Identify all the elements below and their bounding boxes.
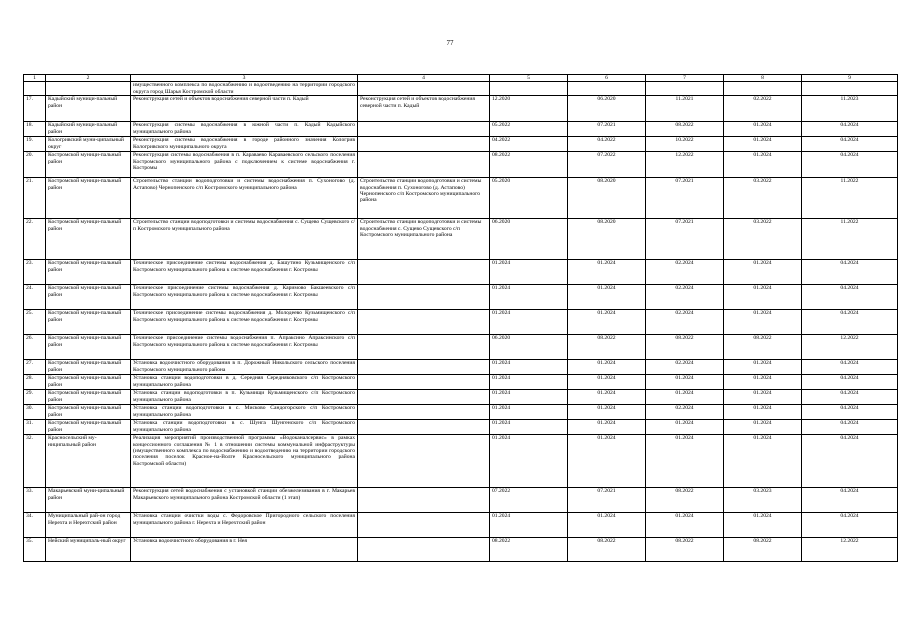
- end-design-cell: 01.2024: [568, 375, 646, 390]
- end-work-cell: 03.2023: [724, 488, 802, 513]
- end-work-cell: 01.2024: [724, 513, 802, 538]
- table-row: [24, 178, 898, 219]
- district-cell: Костромской муници-пальный район: [46, 375, 131, 390]
- commission-cell: 11.2022: [802, 178, 898, 219]
- object-cell: [358, 122, 490, 137]
- district-cell: Костромской муници-пальный район: [46, 219, 131, 260]
- end-design-cell: 07.2021: [568, 488, 646, 513]
- event-cell: Установка станции водоподготовки в с. Мисково Сандогорского с/п Костромского муниципального района: [131, 405, 358, 420]
- column-header-1: 1: [24, 75, 46, 82]
- start-design-cell: 01.2024: [490, 260, 568, 285]
- table-row: [24, 285, 898, 310]
- row-number: 35.: [24, 538, 46, 562]
- table-row: [24, 538, 898, 562]
- end-design-cell: 01.2024: [568, 420, 646, 435]
- event-cell: Техническое присоединение системы водоснабжения д. Башутино Кузьмищенского с/п Костромского муниципального района к системе водоснабжения г. Костромы: [131, 260, 358, 285]
- start-work-cell: 07.2021: [646, 178, 724, 219]
- event-cell: Реконструкция сетей и объектов водоснабжения северной части п. Кадый: [131, 96, 358, 122]
- commission-cell: 04.2024: [802, 122, 898, 137]
- table-row: [24, 219, 898, 260]
- end-design-cell: 08.2020: [568, 178, 646, 219]
- district-cell: Костромской муници-пальный район: [46, 152, 131, 178]
- table-row: [24, 420, 898, 435]
- start-design-cell: [490, 82, 568, 96]
- event-cell: Установка станции водоподготовки в д. Середняя Середняковского с/п Костромского муниципального района: [131, 375, 358, 390]
- object-cell: [358, 360, 490, 375]
- start-work-cell: 02.2024: [646, 285, 724, 310]
- start-work-cell: 12.2022: [646, 152, 724, 178]
- start-work-cell: 07.2021: [646, 219, 724, 260]
- object-cell: [358, 310, 490, 335]
- start-design-cell: 01.2024: [490, 360, 568, 375]
- end-design-cell: 04.2022: [568, 137, 646, 152]
- district-cell: Костромской муници-пальный район: [46, 178, 131, 219]
- start-work-cell: 08.2022: [646, 488, 724, 513]
- object-cell: [358, 285, 490, 310]
- row-number: 18.: [24, 122, 46, 137]
- table-row: [24, 260, 898, 285]
- object-cell: [358, 513, 490, 538]
- table-row: [24, 488, 898, 513]
- start-work-cell: 02.2024: [646, 260, 724, 285]
- object-cell: [358, 390, 490, 405]
- row-number: 19.: [24, 137, 46, 152]
- start-work-cell: 08.2022: [646, 538, 724, 562]
- event-cell: Реализация мероприятий производственной программы «Водоканалсервис» в рамках концессионного соглашения № 1 в отношении системы коммунальной инфраструктуры (имущественного комплекса по водоснабжению и водоотведению на территории городского поселения поселок Красное-на-Волге Красносельского муниципального района Костромской области): [131, 435, 358, 488]
- start-work-cell: 01.2024: [646, 420, 724, 435]
- event-cell: Строительство станции водоподготовки и системы водоснабжения п. Сухоногово (д. Астапово) Чернопенского с/п Костромского муниципального района: [131, 178, 358, 219]
- column-header-6: 6: [568, 75, 646, 82]
- row-number: 31.: [24, 420, 46, 435]
- start-design-cell: 07.2022: [490, 488, 568, 513]
- row-number: 26.: [24, 335, 46, 360]
- start-design-cell: 01.2024: [490, 390, 568, 405]
- event-cell: Техническое присоединение системы водоснабжения д. Молодеево Кузьмищенского с/п Костромского муниципального района к системе водоснабжения г. Костромы: [131, 310, 358, 335]
- start-work-cell: 02.2024: [646, 310, 724, 335]
- table-header-row: [24, 75, 898, 82]
- row-number: 25.: [24, 310, 46, 335]
- end-design-cell: 01.2024: [568, 390, 646, 405]
- commission-cell: 11.2022: [802, 219, 898, 260]
- object-cell: [358, 488, 490, 513]
- end-design-cell: 01.2024: [568, 405, 646, 420]
- start-work-cell: 08.2022: [646, 335, 724, 360]
- start-design-cell: 04.2022: [490, 137, 568, 152]
- end-design-cell: 01.2024: [568, 360, 646, 375]
- end-design-cell: 06.2020: [568, 96, 646, 122]
- event-cell: Техническое присоединение системы водоснабжения п. Апраксино Апраксинского с/п Костромского муниципального района к системе водоснабжения г. Костромы: [131, 335, 358, 360]
- district-cell: Макарьевский муни-ципальный район: [46, 488, 131, 513]
- district-cell: Костромской муници-пальный район: [46, 390, 131, 405]
- table-row: [24, 513, 898, 538]
- end-design-cell: 08.2022: [568, 335, 646, 360]
- district-cell: Красносельский му-ниципальный район: [46, 435, 131, 488]
- district-cell: Костромской муници-пальный район: [46, 335, 131, 360]
- end-design-cell: 07.2021: [568, 122, 646, 137]
- end-design-cell: 01.2024: [568, 435, 646, 488]
- start-work-cell: 10.2022: [646, 137, 724, 152]
- event-cell: Установка станции водоподготовки в с. Шунга Шунгенского с/п Костромского муниципального района: [131, 420, 358, 435]
- district-cell: Кологривский муни-ципальный округ: [46, 137, 131, 152]
- row-number: 29.: [24, 390, 46, 405]
- commission-cell: 04.2024: [802, 285, 898, 310]
- row-number: 23.: [24, 260, 46, 285]
- start-design-cell: 01.2024: [490, 285, 568, 310]
- event-cell: Установка станции очистки воды с. Федоровское Пригородного сельского поселения муниципального района г. Нерехта и Нерехтский район: [131, 513, 358, 538]
- table-row: [24, 375, 898, 390]
- start-design-cell: 06.2020: [490, 219, 568, 260]
- commission-cell: 11.2023: [802, 96, 898, 122]
- district-cell: Кадыйский муници-пальный район: [46, 96, 131, 122]
- event-cell: Реконструкция системы водоснабжения в городе районного значения Кологрив Кологривского муниципального округа: [131, 137, 358, 152]
- start-work-cell: 11.2021: [646, 96, 724, 122]
- end-design-cell: 08.2020: [568, 219, 646, 260]
- district-cell: Кадыйский муници-пальный район: [46, 122, 131, 137]
- object-cell: [358, 137, 490, 152]
- commission-cell: 12.2022: [802, 538, 898, 562]
- district-cell: Костромской муници-пальный район: [46, 260, 131, 285]
- table-row: [24, 390, 898, 405]
- district-cell: Костромской муници-пальный район: [46, 420, 131, 435]
- commission-cell: 04.2024: [802, 420, 898, 435]
- start-design-cell: 08.2022: [490, 538, 568, 562]
- table-row: [24, 82, 898, 96]
- column-header-2: 2: [46, 75, 131, 82]
- object-cell: [358, 435, 490, 488]
- start-design-cell: 05.2020: [490, 178, 568, 219]
- column-header-5: 5: [490, 75, 568, 82]
- start-work-cell: 01.2024: [646, 390, 724, 405]
- row-number: 24.: [24, 285, 46, 310]
- commission-cell: [802, 82, 898, 96]
- start-work-cell: 01.2024: [646, 435, 724, 488]
- end-work-cell: 01.2024: [724, 122, 802, 137]
- start-design-cell: 08.2022: [490, 152, 568, 178]
- row-number: 21.: [24, 178, 46, 219]
- event-cell: Установка станции водоподготовки в п. Кузьмищи Кузьмищенского с/п Костромского муниципального района: [131, 390, 358, 405]
- start-design-cell: 01.2024: [490, 435, 568, 488]
- table-row: [24, 96, 898, 122]
- commission-cell: 04.2024: [802, 137, 898, 152]
- start-design-cell: 01.2024: [490, 375, 568, 390]
- commission-cell: 04.2024: [802, 405, 898, 420]
- district-cell: Костромской муници-пальный район: [46, 285, 131, 310]
- start-work-cell: [646, 82, 724, 96]
- end-work-cell: 01.2024: [724, 137, 802, 152]
- table-row: [24, 310, 898, 335]
- end-work-cell: 01.2024: [724, 390, 802, 405]
- table-row: [24, 335, 898, 360]
- commission-cell: 04.2024: [802, 488, 898, 513]
- end-work-cell: 01.2024: [724, 152, 802, 178]
- event-cell: Реконструкция сетей водоснабжения с установкой станции обезжелезивания в г. Макарьев Макарьевского муниципального района Костромской области (1 этап): [131, 488, 358, 513]
- end-design-cell: 07.2022: [568, 152, 646, 178]
- end-work-cell: 03.2022: [724, 219, 802, 260]
- district-cell: Нейский муниципаль-ный округ: [46, 538, 131, 562]
- commission-cell: 04.2024: [802, 513, 898, 538]
- district-cell: Костромской муници-пальный район: [46, 310, 131, 335]
- start-design-cell: 05.2022: [490, 122, 568, 137]
- start-work-cell: 02.2024: [646, 360, 724, 375]
- end-work-cell: 01.2024: [724, 375, 802, 390]
- table-row: [24, 122, 898, 137]
- object-cell: Строительство станции водоподготовки и системы водоснабжения п. Сухоногово (д. Астапово) Чернопенского с/п Костромского муниципального района: [358, 178, 490, 219]
- end-work-cell: 01.2024: [724, 285, 802, 310]
- end-design-cell: 08.2022: [568, 538, 646, 562]
- object-cell: [358, 152, 490, 178]
- row-number: 30.: [24, 405, 46, 420]
- column-header-9: 9: [802, 75, 898, 82]
- end-work-cell: 02.2022: [724, 96, 802, 122]
- start-work-cell: 01.2024: [646, 375, 724, 390]
- column-header-8: 8: [724, 75, 802, 82]
- column-header-4: 4: [358, 75, 490, 82]
- row-number: 28.: [24, 375, 46, 390]
- end-work-cell: 08.2022: [724, 538, 802, 562]
- end-work-cell: 01.2024: [724, 260, 802, 285]
- end-work-cell: 03.2022: [724, 178, 802, 219]
- end-work-cell: 01.2024: [724, 360, 802, 375]
- event-cell: имущественного комплекса по водоснабжению и водоотведению на территории городского округа город Шарья Костромской области: [131, 82, 358, 96]
- end-work-cell: 01.2024: [724, 310, 802, 335]
- district-cell: [46, 82, 131, 96]
- start-design-cell: 12.2020: [490, 96, 568, 122]
- start-design-cell: 01.2024: [490, 405, 568, 420]
- row-number: 27.: [24, 360, 46, 375]
- end-design-cell: 01.2024: [568, 310, 646, 335]
- object-cell: Реконструкция сетей и объектов водоснабжения северной части п. Кадый: [358, 96, 490, 122]
- object-cell: [358, 335, 490, 360]
- row-number: 33.: [24, 488, 46, 513]
- end-work-cell: 01.2024: [724, 435, 802, 488]
- object-cell: [358, 538, 490, 562]
- end-design-cell: [568, 82, 646, 96]
- object-cell: [358, 260, 490, 285]
- commission-cell: 04.2024: [802, 375, 898, 390]
- table-row: [24, 405, 898, 420]
- table-row: [24, 152, 898, 178]
- commission-cell: 12.2022: [802, 335, 898, 360]
- commission-cell: 04.2024: [802, 152, 898, 178]
- end-design-cell: 01.2024: [568, 260, 646, 285]
- event-cell: Реконструкция системы водоснабжения в южной части п. Кадый Кадыйского муниципального района: [131, 122, 358, 137]
- end-work-cell: 01.2024: [724, 420, 802, 435]
- start-work-cell: 01.2024: [646, 513, 724, 538]
- commission-cell: 04.2024: [802, 310, 898, 335]
- column-header-3: 3: [131, 75, 358, 82]
- end-work-cell: 08.2022: [724, 335, 802, 360]
- row-number: 32.: [24, 435, 46, 488]
- schedule-table: [23, 74, 898, 562]
- commission-cell: 04.2024: [802, 260, 898, 285]
- row-number: 20.: [24, 152, 46, 178]
- object-cell: [358, 375, 490, 390]
- start-design-cell: 06.2020: [490, 335, 568, 360]
- commission-cell: 04.2024: [802, 390, 898, 405]
- end-work-cell: [724, 82, 802, 96]
- commission-cell: 04.2024: [802, 435, 898, 488]
- end-work-cell: 01.2024: [724, 405, 802, 420]
- district-cell: Костромской муници-пальный район: [46, 360, 131, 375]
- start-design-cell: 01.2024: [490, 420, 568, 435]
- column-header-7: 7: [646, 75, 724, 82]
- event-cell: Установка водоочистного оборудования в г. Нея: [131, 538, 358, 562]
- object-cell: Строительство станции водоподготовки и системы водоснабжения с. Сущево Сущевского с/п Костромского муниципального района: [358, 219, 490, 260]
- page-number: 77: [446, 39, 454, 47]
- commission-cell: 04.2024: [802, 360, 898, 375]
- row-number: 34.: [24, 513, 46, 538]
- start-work-cell: 02.2024: [646, 405, 724, 420]
- event-cell: Реконструкция системы водоснабжения в п. Караваево Караваевского сельского поселения Костромского муниципального района с подключением к системе водоснабжения г. Костромы: [131, 152, 358, 178]
- event-cell: Установка водоочистного оборудования в п. Дорожный Никольского сельского поселения Костромского муниципального района: [131, 360, 358, 375]
- row-number: [24, 82, 46, 96]
- event-cell: Строительство станции водоподготовки и системы водоснабжения с. Сущево Сущевского с/п Костромского муниципального района: [131, 219, 358, 260]
- row-number: 22.: [24, 219, 46, 260]
- end-design-cell: 01.2024: [568, 285, 646, 310]
- table-row: [24, 137, 898, 152]
- start-work-cell: 08.2022: [646, 122, 724, 137]
- object-cell: [358, 82, 490, 96]
- district-cell: Костромской муници-пальный район: [46, 405, 131, 420]
- end-design-cell: 01.2024: [568, 513, 646, 538]
- start-design-cell: 01.2024: [490, 310, 568, 335]
- start-design-cell: 01.2024: [490, 513, 568, 538]
- table-row: [24, 360, 898, 375]
- object-cell: [358, 405, 490, 420]
- district-cell: Муниципальный рай-он город Нерехта и Нерехтский район: [46, 513, 131, 538]
- table-row: [24, 435, 898, 488]
- event-cell: Техническое присоединение системы водоснабжения д. Каримово Бакшеевского с/п Костромского муниципального района к системе водоснабжения г. Костромы: [131, 285, 358, 310]
- object-cell: [358, 420, 490, 435]
- row-number: 17.: [24, 96, 46, 122]
